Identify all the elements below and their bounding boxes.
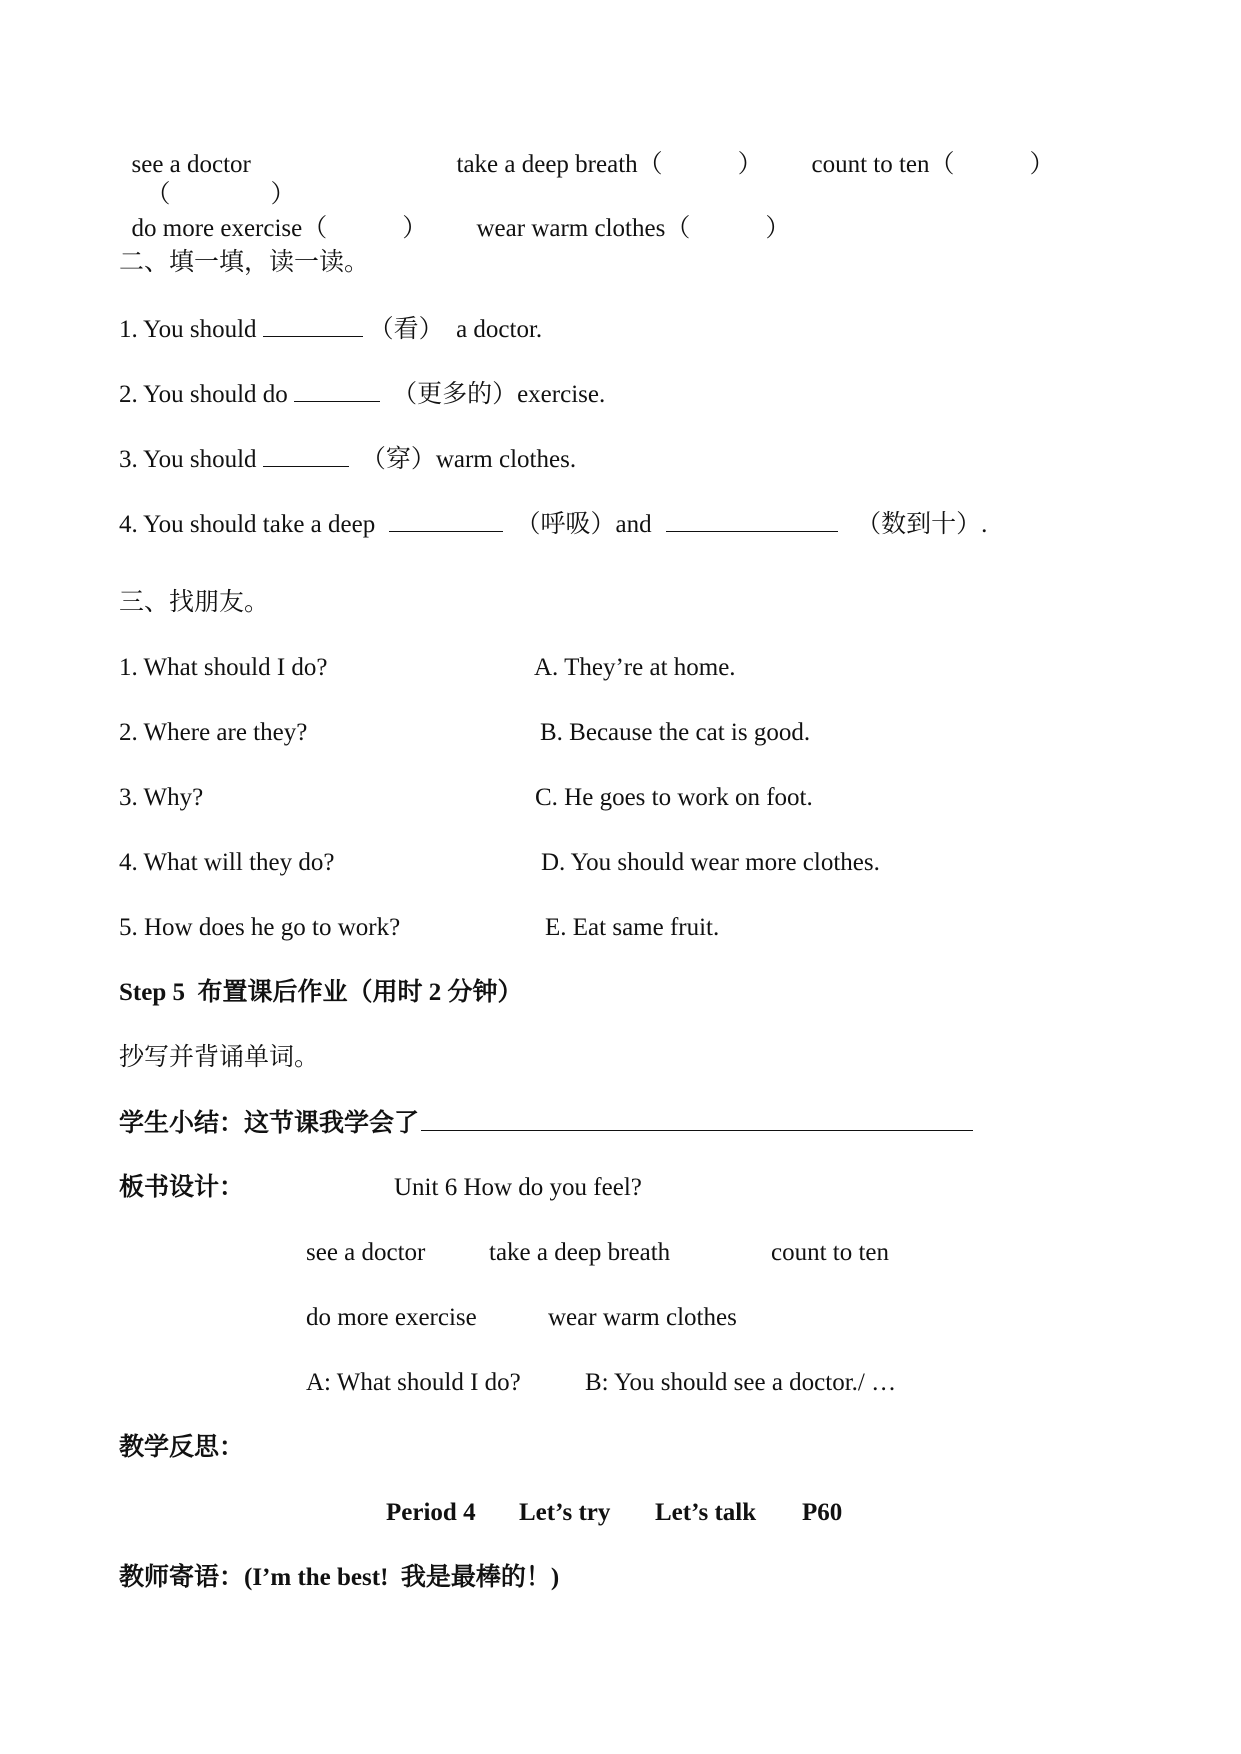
fill-hint: （更多的） (392, 381, 518, 408)
fill-text: warm clothes. (435, 446, 577, 473)
board-label: 板书设计： (119, 1174, 245, 1201)
answer-paren: （ ） (929, 151, 1055, 178)
fill-blank[interactable] (294, 379, 380, 402)
fill-item-1 (119, 314, 542, 345)
board-phrase: do more exercise (306, 1304, 477, 1331)
match-question: 3. Why? (119, 784, 204, 811)
summary-label: 学生小结：这节课我学会了 (119, 1110, 420, 1137)
phrase-row-2 (119, 184, 427, 244)
phrase-item: do more exercise (131, 215, 303, 242)
student-summary (119, 1108, 979, 1139)
fill-text: 3. You should (119, 446, 257, 473)
fill-item-3 (119, 444, 576, 475)
match-answer: C. He goes to work on foot. (535, 784, 813, 811)
answer-paren: （ ） (145, 181, 296, 208)
fill-text: a doctor. (456, 316, 543, 343)
fill-blank[interactable] (666, 509, 838, 532)
phrase-item: count to ten (811, 151, 930, 178)
match-question: 2. Where are they? (119, 719, 308, 746)
period-number: Period 4 (386, 1499, 476, 1526)
fill-hint: （呼吸） (515, 511, 616, 538)
board-phrase: wear warm clothes (548, 1304, 737, 1331)
match-answer: A. They’re at home. (534, 654, 736, 681)
fill-text: exercise. (517, 381, 606, 408)
match-answer: D. You should wear more clothes. (541, 849, 880, 876)
board-dialog-a: A: What should I do? (306, 1369, 521, 1396)
board-phrase: see a doctor (306, 1239, 426, 1266)
fill-text: . (981, 511, 988, 538)
answer-paren: （ ） (302, 215, 428, 242)
period-try: Let’s try (519, 1499, 611, 1526)
fill-item-2 (119, 379, 605, 410)
fill-text: 4. You should take a deep (119, 511, 376, 538)
section-heading: 二、填一填，读一读。 (119, 249, 370, 276)
period-page: P60 (802, 1499, 843, 1526)
fill-blank[interactable] (263, 444, 349, 467)
board-phrase: take a deep breath (489, 1239, 671, 1266)
step5-title: Step 5 布置课后作业（用时 2 分钟） (119, 979, 523, 1006)
fill-item-4 (119, 509, 987, 540)
answer-paren: （ ） (637, 151, 763, 178)
teacher-motto: 教师寄语：(I’m the best! 我是最棒的！) (119, 1564, 560, 1591)
fill-text: 1. You should (119, 316, 257, 343)
fill-hint: （数到十） (856, 511, 982, 538)
match-answer: E. Eat same fruit. (545, 914, 720, 941)
phrase-row-2b (464, 184, 790, 244)
summary-blank[interactable] (421, 1108, 973, 1131)
match-answer: B. Because the cat is good. (540, 719, 811, 746)
fill-blank[interactable] (263, 314, 363, 337)
answer-paren: （ ） (665, 215, 791, 242)
phrase-item: see a doctor (131, 151, 251, 178)
step5-task: 抄写并背诵单词。 (119, 1044, 320, 1071)
phrase-item: take a deep breath (456, 151, 638, 178)
phrase-row-1b (444, 120, 763, 180)
fill-text: 2. You should do (119, 381, 288, 408)
board-title: Unit 6 How do you feel? (394, 1174, 642, 1201)
fill-hint: （穿） (360, 446, 436, 473)
period-talk: Let’s talk (655, 1499, 757, 1526)
phrase-item: wear warm clothes (476, 215, 666, 242)
section-heading: 三、找朋友。 (119, 589, 270, 616)
fill-blank[interactable] (389, 509, 503, 532)
fill-hint: （看） (368, 316, 444, 343)
match-question: 5. How does he go to work? (119, 914, 401, 941)
match-question: 4. What will they do? (119, 849, 335, 876)
fill-text: and (615, 511, 652, 538)
match-question: 1. What should I do? (119, 654, 328, 681)
board-phrase: count to ten (771, 1239, 890, 1266)
board-dialog-b: B: You should see a doctor./ … (585, 1369, 897, 1396)
phrase-row-1c (799, 120, 1055, 180)
reflection-label: 教学反思： (119, 1434, 245, 1461)
